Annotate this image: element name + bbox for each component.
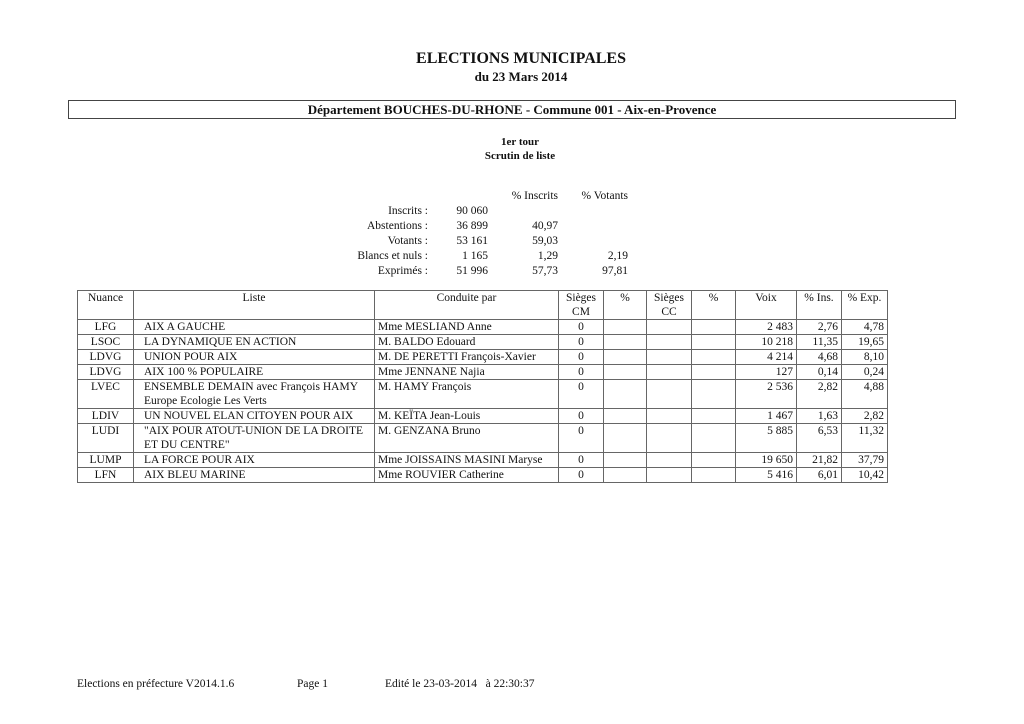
round-info: [0, 135, 1024, 163]
stats-value: 1 165: [462, 250, 488, 262]
table-row: [78, 424, 888, 453]
cell-sieges-cm: 0: [559, 468, 604, 483]
stats-pct-votants: [558, 204, 628, 219]
cell-sieges-cc: [647, 365, 692, 380]
stats-label: Inscrits :: [388, 205, 428, 217]
cell-voix: 2 536: [736, 380, 797, 409]
table-row: [78, 380, 888, 409]
column-header: Liste: [134, 291, 375, 320]
cell-pct-cm: [604, 365, 647, 380]
table-row: [78, 320, 888, 335]
cell-pct-exp: 8,10: [842, 350, 888, 365]
cell-sieges-cc: [647, 468, 692, 483]
cell-sieges-cm: 0: [559, 320, 604, 335]
cell-pct-cm: [604, 350, 647, 365]
page-number: Page 1: [297, 678, 328, 690]
stats-row: [330, 264, 628, 279]
cell-sieges-cm: 0: [559, 365, 604, 380]
stats-pct-votants: [558, 234, 628, 249]
cell-liste: UNION POUR AIX: [134, 350, 375, 365]
column-header: % Ins.: [797, 291, 842, 320]
document-subtitle: du 23 Mars 2014: [474, 69, 568, 84]
cell-pct-cm: [604, 320, 647, 335]
cell-pct-cc: [692, 453, 736, 468]
cell-pct-exp: 11,32: [842, 424, 888, 453]
cell-sieges-cc: [647, 380, 692, 409]
cell-pct-cm: [604, 409, 647, 424]
stats-row: [330, 219, 628, 234]
edit-timestamp: Edité le 23-03-2014 à 22:30:37: [385, 678, 535, 690]
table-row: [78, 468, 888, 483]
cell-liste: AIX BLEU MARINE: [134, 468, 375, 483]
cell-pct-cm: [604, 453, 647, 468]
stats-header: % Inscrits: [511, 190, 558, 202]
cell-conduite: M. HAMY François: [375, 380, 559, 409]
document-title: ELECTIONS MUNICIPALES: [416, 50, 626, 67]
cell-nuance: LSOC: [78, 335, 134, 350]
stats-value: 51 996: [456, 265, 488, 277]
stats-pct-inscrits: 59,03: [532, 235, 558, 247]
table-row: [78, 453, 888, 468]
cell-liste: "AIX POUR ATOUT-UNION DE LA DROITE ET DU CENTRE": [134, 424, 375, 453]
cell-sieges-cc: [647, 320, 692, 335]
stats-row: [330, 204, 628, 219]
cell-pct-cm: [604, 468, 647, 483]
cell-sieges-cm: 0: [559, 380, 604, 409]
cell-sieges-cm: 0: [559, 350, 604, 365]
stats-pct-votants: 2,19: [607, 250, 628, 262]
cell-sieges-cm: 0: [559, 409, 604, 424]
cell-pct-cc: [692, 350, 736, 365]
cell-voix: 1 467: [736, 409, 797, 424]
cell-conduite: Mme JENNANE Najia: [375, 365, 559, 380]
column-header: Sièges CM: [559, 291, 604, 320]
cell-liste: LA FORCE POUR AIX: [134, 453, 375, 468]
cell-pct-cc: [692, 365, 736, 380]
stats-label: Votants :: [387, 235, 428, 247]
cell-sieges-cc: [647, 335, 692, 350]
cell-sieges-cc: [647, 453, 692, 468]
table-row: [78, 350, 888, 365]
round-label: 1er tour: [501, 136, 539, 148]
cell-voix: 2 483: [736, 320, 797, 335]
cell-voix: 5 885: [736, 424, 797, 453]
department-banner: Département BOUCHES-DU-RHONE - Commune 001 - Aix-en-Provence: [68, 100, 956, 119]
cell-sieges-cc: [647, 424, 692, 453]
stats-pct-votants: [558, 219, 628, 234]
cell-sieges-cc: [647, 409, 692, 424]
cell-pct-exp: 4,78: [842, 320, 888, 335]
cell-liste: LA DYNAMIQUE EN ACTION: [134, 335, 375, 350]
cell-pct-exp: 2,82: [842, 409, 888, 424]
cell-conduite: Mme JOISSAINS MASINI Maryse: [375, 453, 559, 468]
cell-pct-ins: 6,01: [797, 468, 842, 483]
cell-pct-cc: [692, 335, 736, 350]
table-row: [78, 335, 888, 350]
software-version: Elections en préfecture V2014.1.6: [77, 678, 235, 690]
cell-conduite: Mme MESLIAND Anne: [375, 320, 559, 335]
cell-nuance: LDIV: [78, 409, 134, 424]
cell-nuance: LFG: [78, 320, 134, 335]
cell-liste: AIX 100 % POPULAIRE: [134, 365, 375, 380]
cell-liste: ENSEMBLE DEMAIN avec François HAMY Europe Ecologie Les Verts: [134, 380, 375, 409]
stats-pct-inscrits: [488, 204, 558, 219]
column-header: %: [604, 291, 647, 320]
cell-pct-ins: 4,68: [797, 350, 842, 365]
cell-nuance: LVEC: [78, 380, 134, 409]
stats-row: [330, 249, 628, 264]
stats-value: 36 899: [456, 220, 488, 232]
cell-liste: UN NOUVEL ELAN CITOYEN POUR AIX: [134, 409, 375, 424]
cell-voix: 10 218: [736, 335, 797, 350]
cell-nuance: LUDI: [78, 424, 134, 453]
cell-pct-ins: 21,82: [797, 453, 842, 468]
cell-sieges-cm: 0: [559, 424, 604, 453]
cell-nuance: LUMP: [78, 453, 134, 468]
stats-pct-votants: 97,81: [602, 265, 628, 277]
cell-pct-cc: [692, 380, 736, 409]
cell-pct-cc: [692, 424, 736, 453]
table-row: [78, 409, 888, 424]
column-header: Conduite par: [375, 291, 559, 320]
column-header: % Exp.: [842, 291, 888, 320]
cell-pct-ins: 1,63: [797, 409, 842, 424]
cell-voix: 19 650: [736, 453, 797, 468]
cell-nuance: LDVG: [78, 350, 134, 365]
cell-pct-ins: 2,82: [797, 380, 842, 409]
stats-value: 53 161: [456, 235, 488, 247]
ballot-type: Scrutin de liste: [484, 150, 556, 162]
cell-nuance: LDVG: [78, 365, 134, 380]
cell-pct-exp: 10,42: [842, 468, 888, 483]
stats-label: Exprimés :: [377, 265, 428, 277]
cell-pct-ins: 2,76: [797, 320, 842, 335]
cell-pct-exp: 4,88: [842, 380, 888, 409]
cell-pct-cm: [604, 380, 647, 409]
stats-label: Blancs et nuls :: [357, 250, 428, 262]
cell-pct-cc: [692, 468, 736, 483]
cell-pct-cm: [604, 424, 647, 453]
cell-pct-exp: 37,79: [842, 453, 888, 468]
cell-nuance: LFN: [78, 468, 134, 483]
stats-pct-inscrits: 1,29: [537, 250, 558, 262]
stats-label: Abstentions :: [366, 220, 428, 232]
table-row: [78, 365, 888, 380]
turnout-stats: [330, 189, 628, 279]
cell-pct-exp: 19,65: [842, 335, 888, 350]
cell-conduite: M. GENZANA Bruno: [375, 424, 559, 453]
cell-pct-ins: 0,14: [797, 365, 842, 380]
cell-pct-ins: 11,35: [797, 335, 842, 350]
results-table: [77, 290, 888, 483]
cell-sieges-cc: [647, 350, 692, 365]
cell-pct-ins: 6,53: [797, 424, 842, 453]
cell-pct-cm: [604, 335, 647, 350]
column-header: Nuance: [78, 291, 134, 320]
cell-conduite: M. BALDO Edouard: [375, 335, 559, 350]
stats-row: [330, 234, 628, 249]
cell-conduite: M. KEÏTA Jean-Louis: [375, 409, 559, 424]
cell-liste: AIX A GAUCHE: [134, 320, 375, 335]
cell-voix: 5 416: [736, 468, 797, 483]
cell-pct-cc: [692, 320, 736, 335]
cell-conduite: M. DE PERETTI François-Xavier: [375, 350, 559, 365]
stats-pct-inscrits: 40,97: [532, 220, 558, 232]
stats-header-row: [330, 189, 628, 204]
stats-pct-inscrits: 57,73: [532, 265, 558, 277]
cell-voix: 4 214: [736, 350, 797, 365]
column-header: %: [692, 291, 736, 320]
stats-header: % Votants: [581, 190, 628, 202]
cell-pct-cc: [692, 409, 736, 424]
cell-conduite: Mme ROUVIER Catherine: [375, 468, 559, 483]
column-header: Voix: [736, 291, 797, 320]
stats-value: 90 060: [456, 205, 488, 217]
cell-sieges-cm: 0: [559, 335, 604, 350]
column-header: Sièges CC: [647, 291, 692, 320]
cell-sieges-cm: 0: [559, 453, 604, 468]
cell-pct-exp: 0,24: [842, 365, 888, 380]
cell-voix: 127: [736, 365, 797, 380]
